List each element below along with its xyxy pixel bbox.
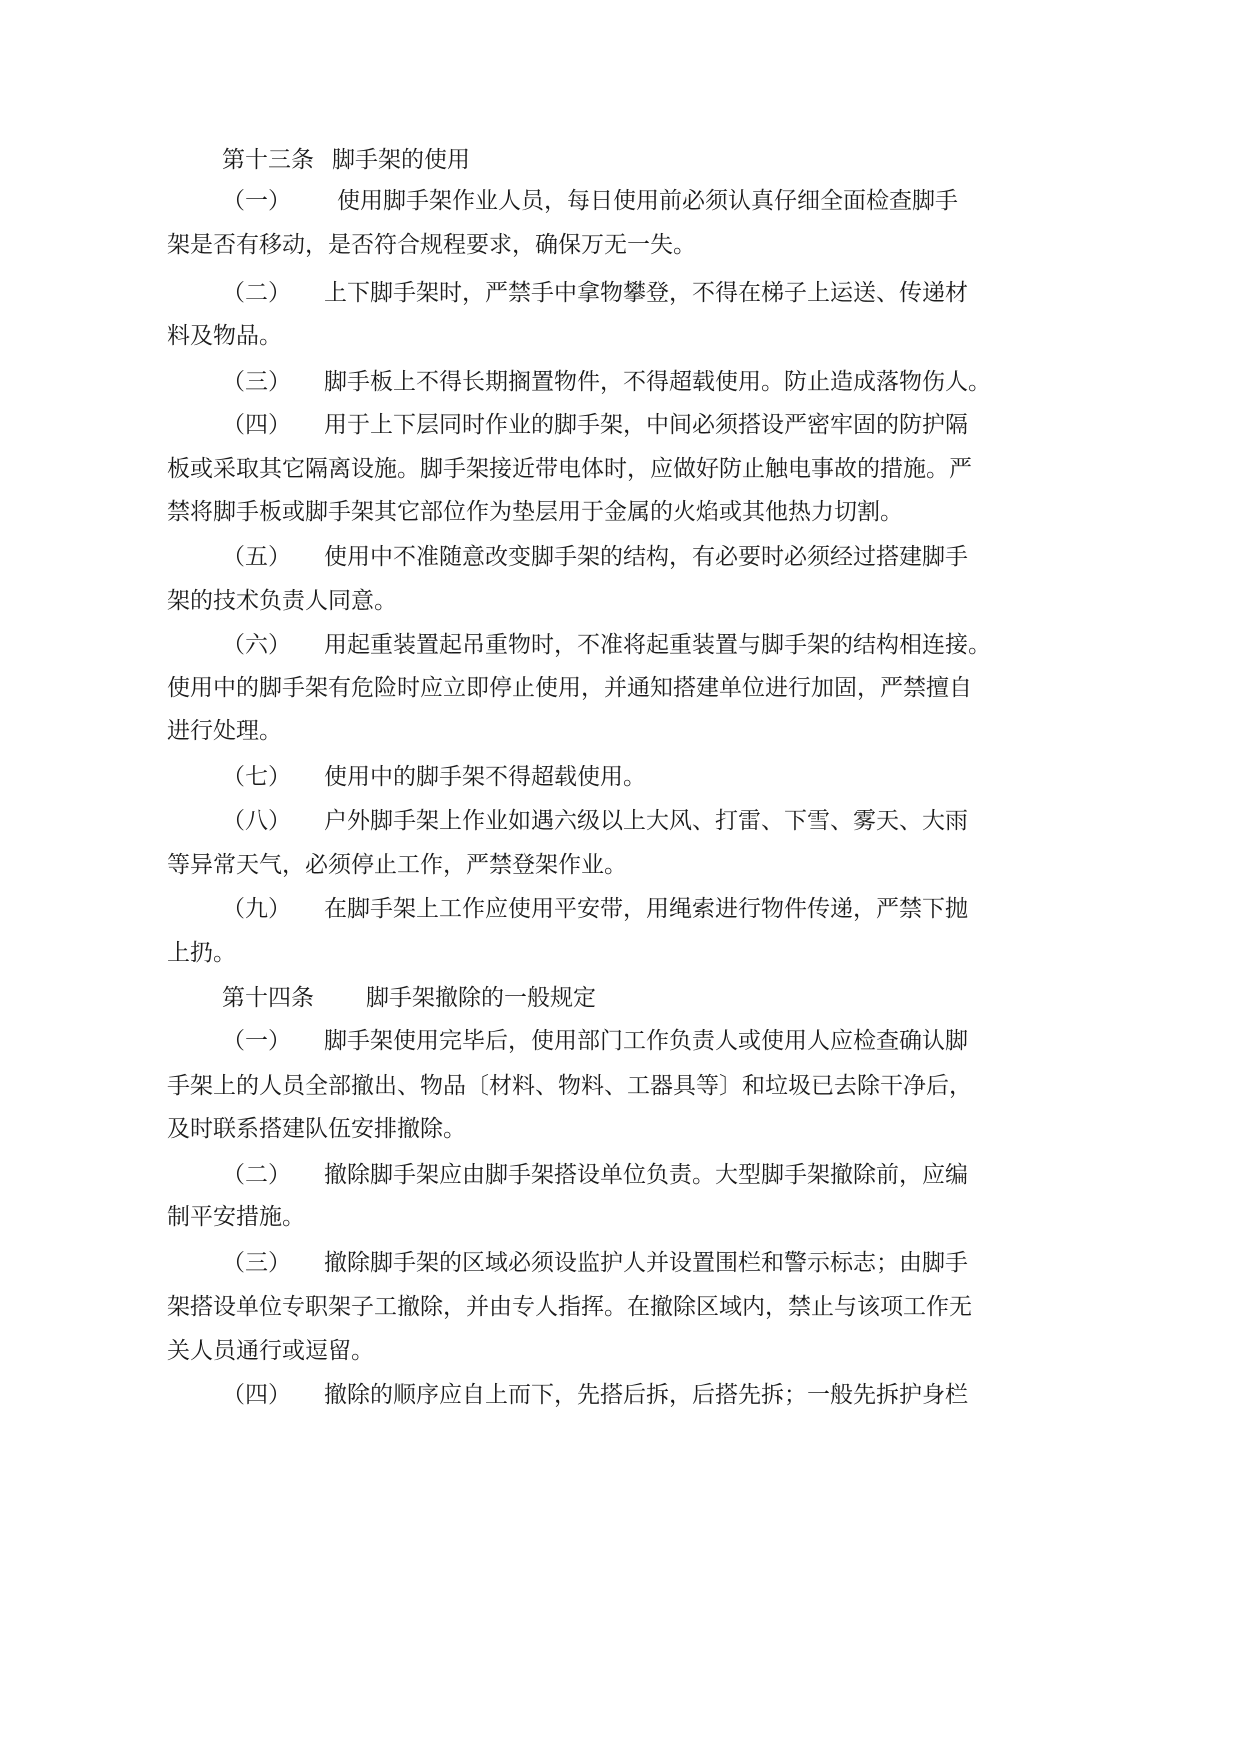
item-label: （三） — [222, 1250, 291, 1276]
item-text-line: 使用脚手架作业人员，每日使用前必须认真仔细全面检查脚手 — [337, 188, 958, 214]
item-label: （七） — [222, 764, 291, 790]
item-label: （二） — [222, 1162, 291, 1188]
item-label: （四） — [222, 1382, 291, 1408]
item-text-line: 架是否有移动，是否符合规程要求，确保万无一失。 — [167, 232, 696, 258]
article-14-title: 脚手架撤除的一般规定 — [366, 985, 596, 1011]
item-label: （九） — [222, 896, 291, 922]
item-text-line: 脚手架使用完毕后，使用部门工作负责人或使用人应检查确认脚 — [324, 1028, 968, 1054]
item-text-line: 用于上下层同时作业的脚手架，中间必须搭设严密牢固的防护隔 — [324, 412, 968, 438]
item-text-line: 用起重装置起吊重物时，不准将起重装置与脚手架的结构相连接。 — [324, 632, 991, 658]
item-text-line: 关人员通行或逗留。 — [167, 1338, 374, 1364]
item-text-line: 撤除的顺序应自上而下，先搭后拆，后搭先拆；一般先拆护身栏 — [324, 1382, 968, 1408]
item-text-line: 在脚手架上工作应使用平安带，用绳索进行物件传递，严禁下抛 — [324, 896, 968, 922]
item-text-line: 板或采取其它隔离设施。脚手架接近带电体时，应做好防止触电事故的措施。严 — [167, 456, 972, 482]
item-text-line: 架的技术负责人同意。 — [167, 588, 397, 614]
item-label: （五） — [222, 544, 291, 570]
item-text-line: 脚手板上不得长期搁置物件，不得超载使用。防止造成落物伤人。 — [324, 369, 991, 395]
article-13-label: 第十三条 — [222, 147, 314, 173]
item-label: （四） — [222, 412, 291, 438]
item-label: （八） — [222, 808, 291, 834]
item-label: （三） — [222, 369, 291, 395]
item-label: （二） — [222, 280, 291, 306]
item-text-line: 进行处理。 — [167, 718, 282, 744]
item-text-line: 等异常天气，必须停止工作，严禁登架作业。 — [167, 852, 627, 878]
item-text-line: 手架上的人员全部撤出、物品〔材料、物料、工器具等〕和垃圾已去除干净后， — [167, 1073, 972, 1099]
item-text-line: 上扔。 — [167, 940, 236, 966]
item-label: （一） — [222, 1028, 291, 1054]
item-text-line: 制平安措施。 — [167, 1204, 305, 1230]
article-14-label: 第十四条 — [222, 985, 314, 1011]
item-text-line: 使用中不准随意改变脚手架的结构，有必要时必须经过搭建脚手 — [324, 544, 968, 570]
item-text-line: 及时联系搭建队伍安排撤除。 — [167, 1116, 466, 1142]
item-text-line: 撤除脚手架应由脚手架搭设单位负责。大型脚手架撤除前，应编 — [324, 1162, 968, 1188]
item-label: （一） — [222, 188, 291, 214]
item-text-line: 户外脚手架上作业如遇六级以上大风、打雷、下雪、雾天、大雨 — [324, 808, 968, 834]
item-text-line: 上下脚手架时，严禁手中拿物攀登，不得在梯子上运送、传递材 — [324, 280, 968, 306]
article-13-title: 脚手架的使用 — [332, 147, 470, 173]
article-13-heading — [222, 145, 470, 175]
item-text-line: 撤除脚手架的区域必须设监护人并设置围栏和警示标志；由脚手 — [324, 1250, 968, 1276]
item-text-line: 使用中的脚手架有危险时应立即停止使用，并通知搭建单位进行加固，严禁擅自 — [167, 675, 972, 701]
article-14-heading — [222, 983, 596, 1013]
item-text-line: 禁将脚手板或脚手架其它部位作为垫层用于金属的火焰或其他热力切割。 — [167, 499, 903, 525]
item-text-line: 料及物品。 — [167, 323, 282, 349]
item-text-line: 架搭设单位专职架子工撤除，并由专人指挥。在撤除区域内，禁止与该项工作无 — [167, 1294, 972, 1320]
item-text-line: 使用中的脚手架不得超载使用。 — [324, 764, 646, 790]
item-label: （六） — [222, 632, 291, 658]
